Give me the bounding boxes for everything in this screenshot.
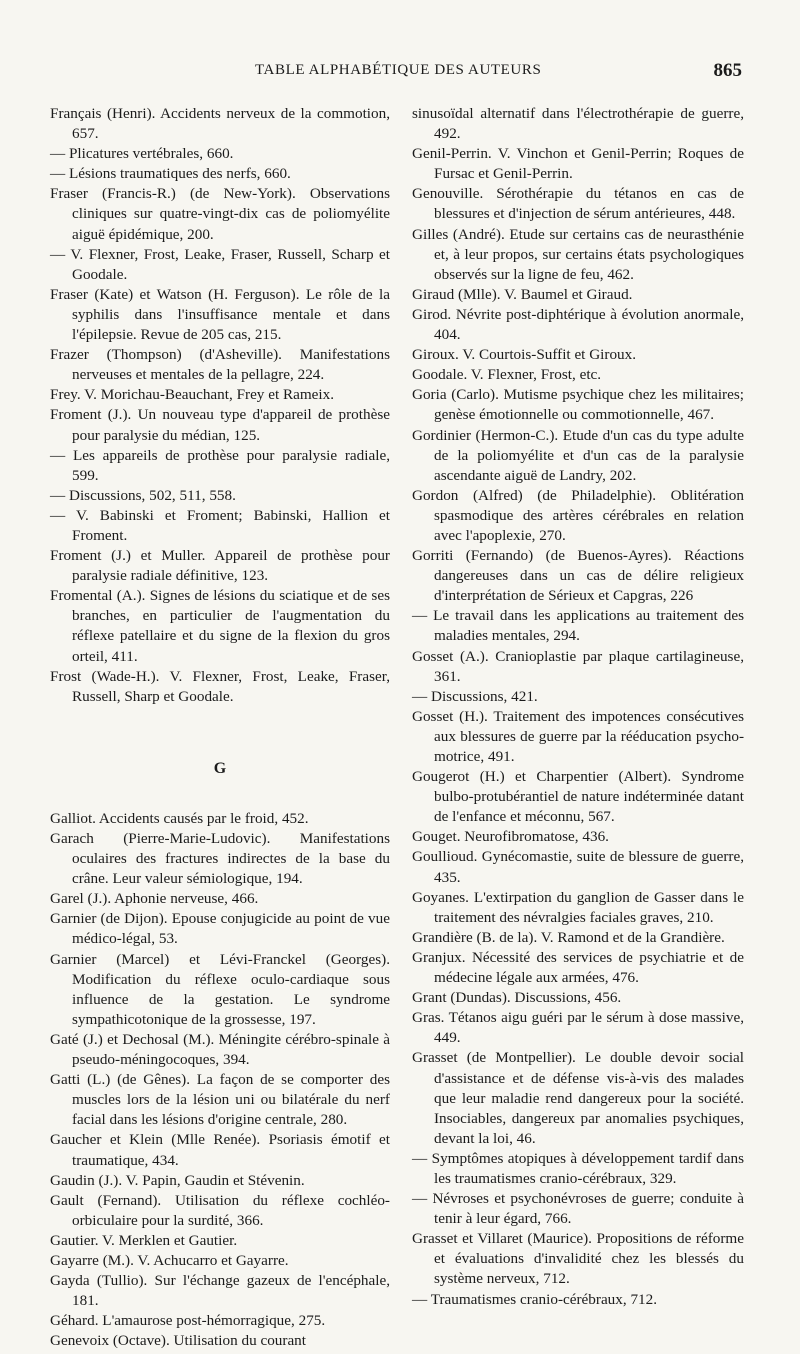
left-entries-b xyxy=(50,809,390,1352)
index-entry: Grasset (de Montpellier). Le double devoir social d'assistance et de défense vis-à-vis des malades que leur maladie rend dangereux pour la société. Insociables, dangereux par anomalies psychiques, devant la loi, 46. xyxy=(412,1049,744,1147)
index-entry: Gordinier (Hermon-C.). Etude d'un cas du type adulte de la poliomyélite et d'un cas de la paralysie ascendante aiguë de Landry, 202. xyxy=(412,426,744,484)
index-entry: Fraser (Francis-R.) (de New-York). Observations cliniques sur quatre-vingt-dix cas de poliomyélite aiguë épidémique, 200. xyxy=(50,185,390,243)
index-entry: Garnier (Marcel) et Lévi-Franckel (Georges). Modification du réflexe oculo-cardiaque sous influence de la gestation. Le syndrome sympathicotonique de la grossesse, 197. xyxy=(50,950,390,1028)
index-entry: Gatti (L.) (de Gênes). La façon de se comporter des muscles lors de la lésion uni ou bilatérale du nerf facial dans les lésions d'origine centrale, 280. xyxy=(50,1071,390,1129)
index-entry: Froment (J.). Un nouveau type d'appareil de prothèse pour paralysie du médian, 125. xyxy=(50,406,390,444)
index-entry: Goria (Carlo). Mutisme psychique chez les militaires; genèse émotionnelle ou commotionnelle, 467. xyxy=(412,386,744,424)
index-entry: — Traumatismes cranio-cérébraux, 712. xyxy=(412,1290,658,1308)
index-entry: Fromental (A.). Signes de lésions du sciatique et de ses branches, en particulier de l'augmentation du réflexe patellaire et du signe de la flexion du gros orteil, 411. xyxy=(50,587,390,665)
index-entry: Genil-Perrin. V. Vinchon et Genil-Perrin; Roques de Fursac et Genil-Perrin. xyxy=(412,145,744,183)
index-entry: Froment (J.) et Muller. Appareil de prothèse pour paralysie radiale définitive, 123. xyxy=(50,547,390,585)
index-entry: Grandière (B. de la). V. Ramond et de la Grandière. xyxy=(412,928,725,946)
index-entry: Gaté (J.) et Dechosal (M.). Méningite cérébro-spinale à pseudo-méningocoques, 394. xyxy=(50,1030,390,1069)
index-entry: Gosset (A.). Cranioplastie par plaque cartilagineuse, 361. xyxy=(412,647,744,685)
index-entry: Gouget. Neurofibromatose, 436. xyxy=(412,828,609,846)
page-header xyxy=(0,60,800,88)
index-entry: Gras. Tétanos aigu guéri par le sérum à dose massive, 449. xyxy=(412,1009,744,1047)
index-entry: Goullioud. Gynécomastie, suite de blessure de guerre, 435. xyxy=(412,848,744,886)
index-entry: — Plicatures vertébrales, 660. xyxy=(50,145,234,163)
index-entry: — V. Babinski et Froment; Babinski, Hallion et Froment. xyxy=(50,506,390,544)
index-entry: — Névroses et psychonévroses de guerre; conduite à tenir à leur égard, 766. xyxy=(412,1190,744,1228)
index-entry: Grasset et Villaret (Maurice). Propositions de réforme et évaluations d'invalidité chez les blessés du système nerveux, 712. xyxy=(412,1230,744,1288)
section-letter-g: G xyxy=(213,759,227,777)
index-entry: Genouville. Sérothérapie du tétanos en cas de blessures et d'injection de sérum antérieures, 448. xyxy=(412,185,744,223)
index-entry: — Discussions, 421. xyxy=(412,687,538,705)
index-entry: Géhard. L'amaurose post-hémorragique, 275. xyxy=(50,1312,326,1330)
index-entry: Gaucher et Klein (Mlle Renée). Psoriasis émotif et traumatique, 434. xyxy=(50,1131,390,1169)
index-entry: Grant (Dundas). Discussions, 456. xyxy=(412,989,622,1007)
index-entry: Giraud (Mlle). V. Baumel et Giraud. xyxy=(412,285,633,303)
index-entry: — Symptômes atopiques à développement tardif dans les traumatismes cranio-cérébraux, 329. xyxy=(412,1149,744,1187)
index-entry: — Lésions traumatiques des nerfs, 660. xyxy=(50,165,291,183)
index-entry: Garach (Pierre-Marie-Ludovic). Manifestations oculaires des fractures indirectes de la base du crâne. Leur valeur sémiologique, 194. xyxy=(50,830,390,888)
index-entry: Gougerot (H.) et Charpentier (Albert). Syndrome bulbo-protubérantiel de nature indéterminée datant de l'enfance et méconnu, 567. xyxy=(412,768,744,826)
index-entry: — Le travail dans les applications au traitement des maladies mentales, 294. xyxy=(412,607,744,645)
index-entry: Gautier. V. Merklen et Gautier. xyxy=(50,1231,238,1249)
index-entry: Fraser (Kate) et Watson (H. Ferguson). Le rôle de la syphilis dans l'insuffisance mentale et dans l'épilepsie. Revue de 205 cas, 215. xyxy=(50,285,390,344)
index-entry: Gaudin (J.). V. Papin, Gaudin et Stévenin. xyxy=(50,1171,305,1189)
index-entry: Gayda (Tullio). Sur l'échange gazeux de l'encéphale, 181. xyxy=(50,1272,390,1310)
index-entry: sinusoïdal alternatif dans l'électrothérapie de guerre, 492. xyxy=(412,105,744,143)
index-entry: Frost (Wade-H.). V. Flexner, Frost, Leake, Fraser, Russell, Sharp et Goodale. xyxy=(50,667,390,705)
left-entries-a xyxy=(50,104,390,707)
running-title: TABLE ALPHABÉTIQUE DES AUTEURS xyxy=(255,62,542,78)
index-entry: Français (Henri). Accidents nerveux de la commotion, 657. xyxy=(50,105,390,143)
index-entry: Garel (J.). Aphonie nerveuse, 466. xyxy=(50,890,259,908)
right-entries xyxy=(412,104,744,1310)
index-entry: — Discussions, 502, 511, 558. xyxy=(50,486,236,504)
index-entry: — Les appareils de prothèse pour paralysie radiale, 599. xyxy=(50,446,390,484)
index-entry: Goyanes. L'extirpation du ganglion de Gasser dans le traitement des névralgies faciales graves, 210. xyxy=(412,888,744,926)
index-entry: Goodale. V. Flexner, Frost, etc. xyxy=(412,366,602,384)
index-entry: Granjux. Nécessité des services de psychiatrie et de médecine légale aux armées, 476. xyxy=(412,948,744,987)
index-entry: Garnier (de Dijon). Epouse conjugicide au point de vue médico-légal, 53. xyxy=(50,910,390,948)
left-column xyxy=(50,104,390,1351)
index-entry: Girod. Névrite post-diphtérique à évolution anormale, 404. xyxy=(412,305,744,344)
index-entry: Gault (Fernand). Utilisation du réflexe cochléo-orbiculaire pour la surdité, 366. xyxy=(50,1191,390,1229)
index-entry: Gayarre (M.). V. Achucarro et Gayarre. xyxy=(50,1251,289,1269)
page-number: 865 xyxy=(713,60,742,81)
index-entry: Genevoix (Octave). Utilisation du courant xyxy=(50,1332,306,1350)
index-entry: Gorriti (Fernando) (de Buenos-Ayres). Réactions dangereuses dans un cas de délire religieux d'interprétation de Sérieux et Capgras, 226 xyxy=(412,547,744,605)
index-entry: Gilles (André). Etude sur certains cas de neurasthénie et, à leur propos, sur certains états psychologiques observés sur la ligne de feu, 462. xyxy=(412,225,744,283)
index-entry: Gosset (H.). Traitement des impotences consécutives aux blessures de guerre par la rééducation psycho-motrice, 491. xyxy=(412,707,744,765)
index-entry: — V. Flexner, Frost, Leake, Fraser, Russell, Scharp et Goodale. xyxy=(50,245,390,283)
right-column xyxy=(412,104,744,1310)
index-entry: Frazer (Thompson) (d'Asheville). Manifestations nerveuses et mentales de la pellagre, 224. xyxy=(50,346,390,384)
index-entry: Gordon (Alfred) (de Philadelphie). Oblitération spasmodique des artères cérébrales en relation avec l'apoplexie, 270. xyxy=(412,486,744,544)
index-entry: Frey. V. Morichau-Beauchant, Frey et Rameix. xyxy=(50,386,334,404)
index-entry: Galliot. Accidents causés par le froid, 452. xyxy=(50,809,309,827)
index-entry: Giroux. V. Courtois-Suffit et Giroux. xyxy=(412,346,637,364)
